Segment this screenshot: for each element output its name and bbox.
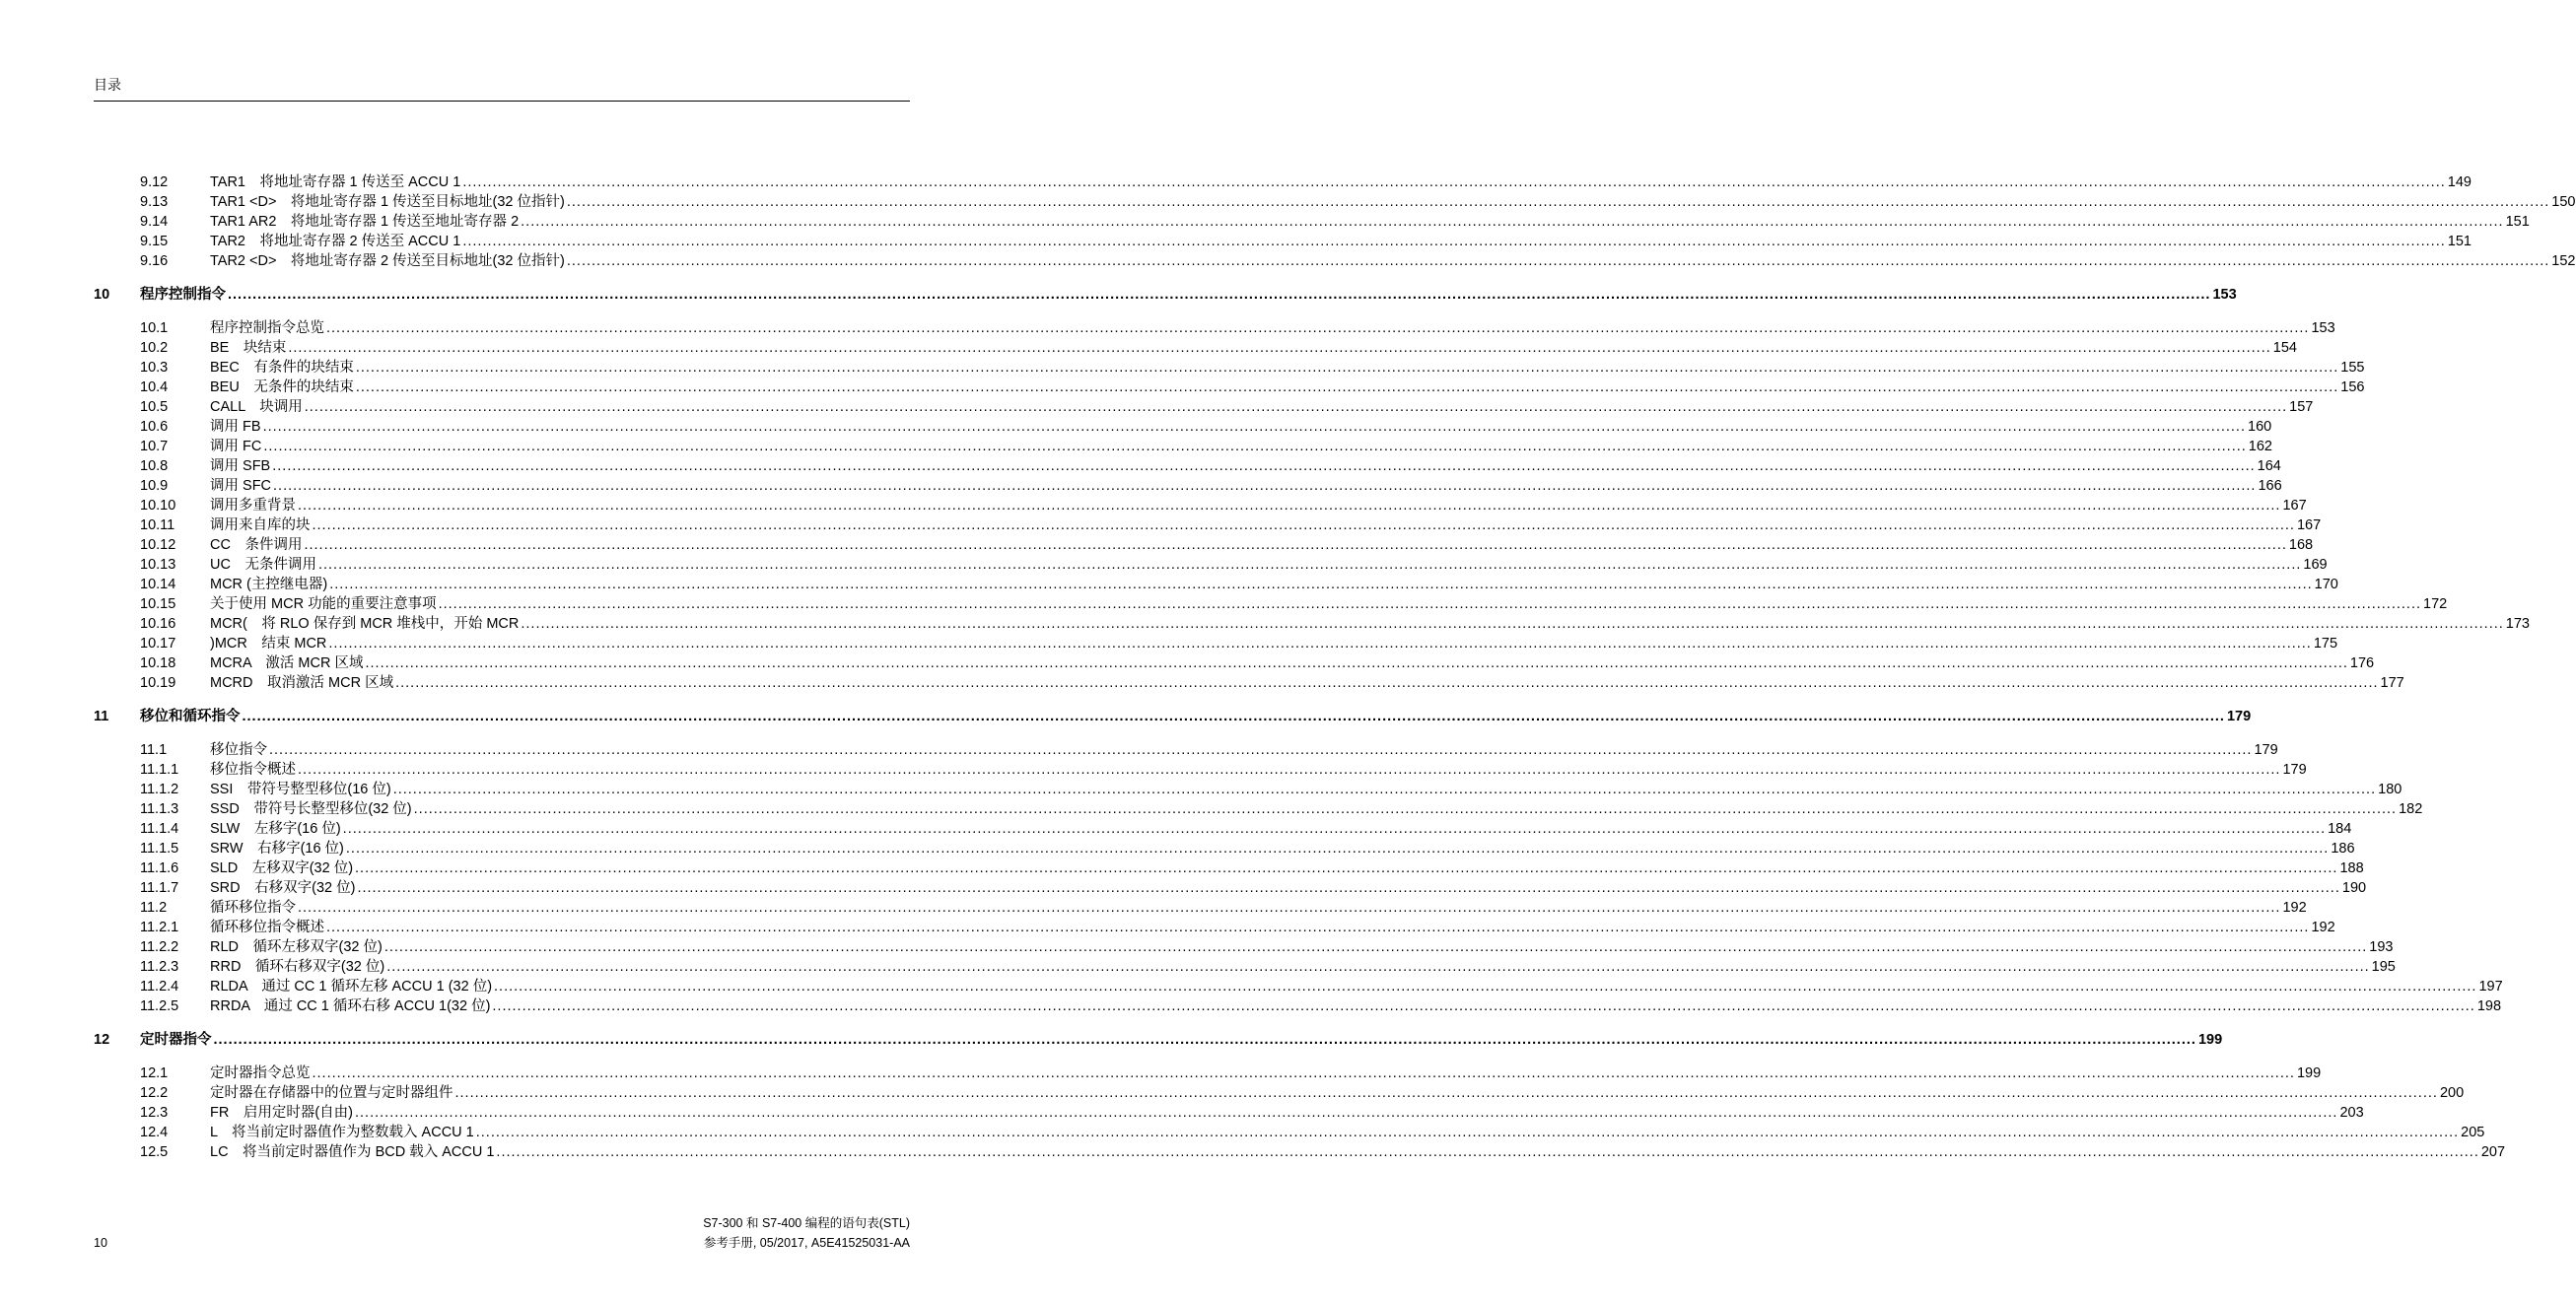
toc-entry-page: 184 <box>2328 821 2352 837</box>
toc-entry-title: TAR1 <D> 将地址寄存器 1 传送至目标地址(32 位指针) <box>210 194 565 210</box>
toc-entry[interactable] <box>94 1123 2485 1142</box>
toc-entry-number: 12.5 <box>140 1144 169 1160</box>
toc-entry-title: CC 条件调用 <box>210 537 303 553</box>
toc-entry-title: 调用 FC <box>210 439 262 454</box>
toc-dot-leader: ................................................................................................................................................................................................................................................................................................................................................................................................................ <box>413 801 2398 817</box>
toc-entry-page: 168 <box>2288 537 2314 553</box>
toc-entry[interactable] <box>94 397 2314 417</box>
toc-dot-leader: ................................................................................................................................................................................................................................................................................................................................................................................................................ <box>262 419 2246 435</box>
toc-entry[interactable] <box>94 377 2365 397</box>
toc-entry-title: 调用来自库的块 <box>210 517 311 533</box>
toc-dot-leader: ................................................................................................................................................................................................................................................................................................................................................................................................................ <box>242 709 2225 724</box>
toc-entry-number: 10.4 <box>140 379 169 395</box>
toc-entry-number: 10.11 <box>140 517 175 533</box>
toc-entry-number: 10 <box>94 287 110 303</box>
toc-entry-title: 移位和循环指令 <box>140 709 241 724</box>
toc-dot-leader: ................................................................................................................................................................................................................................................................................................................................................................................................................ <box>326 320 2310 336</box>
toc-entry[interactable] <box>94 437 2272 456</box>
toc-entry-number: 11.2.1 <box>140 920 179 935</box>
toc-entry[interactable] <box>94 1142 2506 1162</box>
toc-dot-leader: ................................................................................................................................................................................................................................................................................................................................................................................................................ <box>383 939 2368 955</box>
table-of-contents <box>94 172 2576 1162</box>
toc-entry-page: 162 <box>2248 439 2272 454</box>
toc-entry-page: 190 <box>2341 880 2367 896</box>
toc-entry-title: RLDA 通过 CC 1 循环左移 ACCU 1 (32 位) <box>210 979 493 995</box>
toc-entry-number: 11.1.3 <box>140 801 179 817</box>
toc-entry[interactable] <box>94 212 2530 232</box>
toc-dot-leader: ................................................................................................................................................................................................................................................................................................................................................................................................................ <box>273 478 2257 494</box>
toc-entry-page: 199 <box>2296 1065 2322 1081</box>
toc-entry-title: SLW 左移字(16 位) <box>210 821 341 837</box>
toc-entry-page: 166 <box>2258 478 2282 494</box>
toc-entry[interactable] <box>94 172 2472 192</box>
toc-dot-leader: ................................................................................................................................................................................................................................................................................................................................................................................................................ <box>288 340 2271 356</box>
toc-entry-title: 移位指令概述 <box>210 762 296 778</box>
toc-dot-leader: ................................................................................................................................................................................................................................................................................................................................................................................................................ <box>355 379 2339 395</box>
toc-dot-leader: ................................................................................................................................................................................................................................................................................................................................................................................................................ <box>566 253 2550 269</box>
toc-entry-title: TAR1 将地址寄存器 1 传送至 ACCU 1 <box>210 174 461 190</box>
toc-dot-leader: ................................................................................................................................................................................................................................................................................................................................................................................................................ <box>521 616 2504 632</box>
toc-entry-title: UC 无条件调用 <box>210 557 316 573</box>
toc-entry-number: 10.5 <box>140 399 169 415</box>
toc-entry-page: 157 <box>2289 399 2314 415</box>
toc-entry-title: BEU 无条件的块结束 <box>210 379 354 395</box>
toc-entry[interactable] <box>94 673 2404 693</box>
toc-entry-number: 11.2.5 <box>140 998 179 1014</box>
toc-chapter-entry[interactable] <box>94 285 2237 305</box>
toc-entry-page: 192 <box>2311 920 2335 935</box>
toc-entry-number: 10.12 <box>140 537 176 553</box>
toc-entry-page: 188 <box>2339 860 2364 876</box>
toc-entry-number: 10.18 <box>140 655 176 671</box>
toc-dot-leader: ................................................................................................................................................................................................................................................................................................................................................................................................................ <box>326 920 2310 935</box>
toc-entry-page: 172 <box>2423 596 2448 612</box>
toc-entry-number: 12.2 <box>140 1085 169 1101</box>
toc-entry-title: SSD 带符号长整型移位(32 位) <box>210 801 412 817</box>
toc-dot-leader: ................................................................................................................................................................................................................................................................................................................................................................................................................ <box>566 194 2550 210</box>
toc-entry[interactable] <box>94 898 2307 918</box>
toc-dot-leader: ................................................................................................................................................................................................................................................................................................................................................................................................................ <box>454 1085 2438 1101</box>
footer-doc-title: S7-300 和 S7-400 编程的语句表(STL) <box>703 1216 910 1230</box>
toc-entry[interactable] <box>94 417 2272 437</box>
toc-entry-title: 调用 FB <box>210 419 261 435</box>
toc-dot-leader: ................................................................................................................................................................................................................................................................................................................................................................................................................ <box>357 880 2340 896</box>
toc-entry[interactable] <box>94 456 2281 476</box>
toc-dot-leader: ................................................................................................................................................................................................................................................................................................................................................................................................................ <box>355 360 2339 376</box>
toc-entry-number: 12.1 <box>140 1065 169 1081</box>
toc-entry-title: RRD 循环右移双字(32 位) <box>210 959 385 975</box>
toc-entry-page: 152 <box>2551 253 2576 269</box>
toc-entry-page: 160 <box>2248 419 2272 435</box>
toc-entry-page: 192 <box>2282 900 2307 916</box>
toc-entry-title: 定时器指令总览 <box>210 1065 311 1081</box>
toc-entry-title: MCRD 取消激活 MCR 区域 <box>210 675 394 691</box>
toc-entry[interactable] <box>94 535 2314 555</box>
toc-entry-number: 11.1.5 <box>140 841 179 857</box>
toc-entry-title: )MCR 结束 MCR <box>210 636 327 652</box>
toc-entry-title: LC 将当前定时器值作为 BCD 载入 ACCU 1 <box>210 1144 495 1160</box>
toc-chapter-entry[interactable] <box>94 707 2252 726</box>
toc-entry-page: 175 <box>2313 636 2338 652</box>
toc-entry-page: 205 <box>2461 1125 2485 1140</box>
toc-entry-number: 10.8 <box>140 458 169 474</box>
toc-dot-leader: ................................................................................................................................................................................................................................................................................................................................................................................................................ <box>298 900 2281 916</box>
toc-entry[interactable] <box>94 977 2503 996</box>
toc-entry[interactable] <box>94 634 2338 653</box>
toc-entry-number: 10.1 <box>140 320 169 336</box>
toc-entry-title: 定时器在存储器中的位置与定时器组件 <box>210 1085 453 1101</box>
toc-entry[interactable] <box>94 1064 2322 1083</box>
toc-dot-leader: ................................................................................................................................................................................................................................................................................................................................................................................................................ <box>521 214 2504 230</box>
toc-entry-number: 9.12 <box>140 174 169 190</box>
toc-entry[interactable] <box>94 653 2375 673</box>
toc-entry-title: 调用多重背景 <box>210 498 296 514</box>
toc-entry-page: 207 <box>2480 1144 2506 1160</box>
toc-entry-number: 10.6 <box>140 419 169 435</box>
toc-entry-page: 177 <box>2380 675 2404 691</box>
toc-dot-leader: ................................................................................................................................................................................................................................................................................................................................................................................................................ <box>342 821 2327 837</box>
toc-entry-number: 11.2.3 <box>140 959 179 975</box>
toc-entry-number: 10.3 <box>140 360 169 376</box>
toc-entry[interactable] <box>94 338 2297 358</box>
toc-entry-page: 193 <box>2369 939 2394 955</box>
toc-entry[interactable] <box>94 358 2365 377</box>
toc-dot-leader: ................................................................................................................................................................................................................................................................................................................................................................................................................ <box>272 458 2256 474</box>
toc-dot-leader: ................................................................................................................................................................................................................................................................................................................................................................................................................ <box>304 399 2288 415</box>
toc-entry-title: BEC 有条件的块结束 <box>210 360 354 376</box>
toc-dot-leader: ................................................................................................................................................................................................................................................................................................................................................................................................................ <box>298 762 2281 778</box>
toc-entry-number: 9.14 <box>140 214 169 230</box>
footer-doc-info <box>703 1213 910 1253</box>
toc-entry-title: 移位指令 <box>210 742 267 758</box>
toc-entry-title: SSI 带符号整型移位(16 位) <box>210 782 391 797</box>
toc-dot-leader: ................................................................................................................................................................................................................................................................................................................................................................................................................ <box>386 959 2370 975</box>
toc-entry-title: MCR( 将 RLO 保存到 MCR 堆栈中，开始 MCR <box>210 616 520 632</box>
toc-entry-title: L 将当前定时器值作为整数载入 ACCU 1 <box>210 1125 474 1140</box>
toc-entry-page: 197 <box>2478 979 2503 995</box>
toc-entry-title: TAR2 <D> 将地址寄存器 2 传送至目标地址(32 位指针) <box>210 253 565 269</box>
toc-entry[interactable] <box>94 496 2307 515</box>
toc-entry-title: CALL 块调用 <box>210 399 303 415</box>
toc-entry-title: SRW 右移字(16 位) <box>210 841 344 857</box>
toc-entry-page: 200 <box>2439 1085 2465 1101</box>
toc-dot-leader: ................................................................................................................................................................................................................................................................................................................................................................................................................ <box>269 742 2253 758</box>
toc-dot-leader: ................................................................................................................................................................................................................................................................................................................................................................................................................ <box>317 557 2302 573</box>
toc-entry[interactable] <box>94 937 2394 957</box>
toc-entry[interactable] <box>94 575 2338 594</box>
toc-entry-number: 10.17 <box>140 636 176 652</box>
toc-entry-number: 10.16 <box>140 616 176 632</box>
toc-entry-title: 关于使用 MCR 功能的重要注意事项 <box>210 596 437 612</box>
toc-entry[interactable] <box>94 614 2530 634</box>
toc-entry-page: 179 <box>2254 742 2278 758</box>
toc-entry-title: SRD 右移双字(32 位) <box>210 880 356 896</box>
toc-entry[interactable] <box>94 858 2364 878</box>
toc-chapter-entry[interactable] <box>94 1030 2223 1050</box>
toc-entry-title: 循环移位指令 <box>210 900 296 916</box>
toc-entry-title: TAR2 将地址寄存器 2 传送至 ACCU 1 <box>210 234 461 249</box>
toc-dot-leader: ................................................................................................................................................................................................................................................................................................................................................................................................................ <box>329 577 2313 592</box>
footer-doc-ref: 参考手册, 05/2017, A5E41525031-AA <box>703 1236 910 1250</box>
toc-entry[interactable] <box>94 476 2282 496</box>
toc-entry-number: 12.3 <box>140 1105 169 1121</box>
toc-dot-leader: ................................................................................................................................................................................................................................................................................................................................................................................................................ <box>355 1105 2338 1121</box>
toc-entry-number: 10.9 <box>140 478 169 494</box>
toc-entry[interactable] <box>94 780 2402 799</box>
toc-entry-page: 156 <box>2340 379 2365 395</box>
toc-entry-number: 11.1.1 <box>140 762 179 778</box>
toc-entry-page: 198 <box>2476 998 2502 1014</box>
toc-dot-leader: ................................................................................................................................................................................................................................................................................................................................................................................................................ <box>228 287 2211 303</box>
toc-entry-page: 179 <box>2226 709 2252 724</box>
toc-entry-number: 9.13 <box>140 194 169 210</box>
toc-entry-number: 11.2 <box>140 900 168 916</box>
toc-dot-leader: ................................................................................................................................................................................................................................................................................................................................................................................................................ <box>304 537 2287 553</box>
toc-dot-leader: ................................................................................................................................................................................................................................................................................................................................................................................................................ <box>213 1032 2196 1048</box>
toc-entry-page: 149 <box>2447 174 2472 190</box>
toc-entry-title: MCR (主控继电器) <box>210 577 328 592</box>
toc-entry[interactable] <box>94 740 2278 760</box>
toc-entry-number: 11.1.7 <box>140 880 179 896</box>
toc-entry-number: 11.1.4 <box>140 821 179 837</box>
toc-dot-leader: ................................................................................................................................................................................................................................................................................................................................................................................................................ <box>312 517 2295 533</box>
toc-entry[interactable] <box>94 839 2355 858</box>
toc-dot-leader: ................................................................................................................................................................................................................................................................................................................................................................................................................ <box>365 655 2348 671</box>
toc-dot-leader: ................................................................................................................................................................................................................................................................................................................................................................................................................ <box>496 1144 2479 1160</box>
toc-entry-number: 9.15 <box>140 234 169 249</box>
toc-dot-leader: ................................................................................................................................................................................................................................................................................................................................................................................................................ <box>462 234 2446 249</box>
toc-entry-title: 程序控制指令 <box>140 287 226 303</box>
page-header <box>94 75 910 102</box>
toc-entry[interactable] <box>94 799 2423 819</box>
toc-entry-page: 150 <box>2551 194 2576 210</box>
toc-entry-page: 203 <box>2339 1105 2364 1121</box>
toc-dot-leader: ................................................................................................................................................................................................................................................................................................................................................................................................................ <box>494 979 2477 995</box>
toc-entry-title: RRDA 通过 CC 1 循环右移 ACCU 1(32 位) <box>210 998 491 1014</box>
toc-dot-leader: ................................................................................................................................................................................................................................................................................................................................................................................................................ <box>475 1125 2460 1140</box>
toc-dot-leader: ................................................................................................................................................................................................................................................................................................................................................................................................................ <box>312 1065 2295 1081</box>
toc-entry[interactable] <box>94 819 2352 839</box>
toc-entry-page: 180 <box>2378 782 2402 797</box>
toc-entry-page: 173 <box>2505 616 2530 632</box>
toc-entry-title: 调用 SFC <box>210 478 272 494</box>
toc-entry-page: 176 <box>2349 655 2375 671</box>
toc-entry-page: 179 <box>2282 762 2307 778</box>
toc-entry-title: BE 块结束 <box>210 340 287 356</box>
toc-entry[interactable] <box>94 251 2576 271</box>
toc-entry[interactable] <box>94 515 2322 535</box>
toc-entry-number: 10.15 <box>140 596 176 612</box>
toc-entry-page: 186 <box>2331 841 2355 857</box>
toc-entry-number: 10.7 <box>140 439 169 454</box>
toc-entry-page: 164 <box>2257 458 2281 474</box>
toc-entry-title: FR 启用定时器(自由) <box>210 1105 353 1121</box>
toc-entry-page: 195 <box>2371 959 2396 975</box>
toc-entry-number: 9.16 <box>140 253 169 269</box>
toc-entry-page: 151 <box>2447 234 2472 249</box>
toc-entry[interactable] <box>94 878 2367 898</box>
toc-entry-number: 10.13 <box>140 557 176 573</box>
toc-dot-leader: ................................................................................................................................................................................................................................................................................................................................................................................................................ <box>462 174 2446 190</box>
toc-dot-leader: ................................................................................................................................................................................................................................................................................................................................................................................................................ <box>438 596 2422 612</box>
toc-entry-page: 167 <box>2296 517 2322 533</box>
toc-entry[interactable] <box>94 918 2335 937</box>
toc-entry-number: 11.2.4 <box>140 979 179 995</box>
toc-entry-title: 循环移位指令概述 <box>210 920 324 935</box>
toc-entry-title: TAR1 AR2 将地址寄存器 1 传送至地址寄存器 2 <box>210 214 520 230</box>
page-header-title: 目录 <box>94 77 121 93</box>
toc-entry-page: 153 <box>2311 320 2335 336</box>
toc-entry-number: 10.14 <box>140 577 176 592</box>
toc-entry[interactable] <box>94 192 2576 212</box>
toc-entry-title: SLD 左移双字(32 位) <box>210 860 354 876</box>
toc-entry-title: RLD 循环左移双字(32 位) <box>210 939 383 955</box>
toc-entry-number: 11.1 <box>140 742 168 758</box>
toc-dot-leader: ................................................................................................................................................................................................................................................................................................................................................................................................................ <box>328 636 2312 652</box>
toc-entry-number: 12 <box>94 1032 110 1048</box>
toc-entry-number: 10.10 <box>140 498 176 514</box>
toc-entry-title: 调用 SFB <box>210 458 271 474</box>
toc-entry-number: 11 <box>94 709 109 724</box>
toc-dot-leader: ................................................................................................................................................................................................................................................................................................................................................................................................................ <box>492 998 2475 1014</box>
toc-entry-number: 11.1.6 <box>140 860 179 876</box>
toc-entry[interactable] <box>94 957 2396 977</box>
toc-entry-page: 154 <box>2272 340 2297 356</box>
toc-entry-title: 定时器指令 <box>140 1032 212 1048</box>
toc-dot-leader: ................................................................................................................................................................................................................................................................................................................................................................................................................ <box>263 439 2247 454</box>
toc-entry[interactable] <box>94 760 2307 780</box>
toc-entry-page: 151 <box>2505 214 2530 230</box>
toc-entry-number: 10.2 <box>140 340 169 356</box>
toc-entry-page: 169 <box>2303 557 2328 573</box>
toc-entry-number: 10.19 <box>140 675 176 691</box>
toc-entry-number: 11.1.2 <box>140 782 179 797</box>
toc-dot-leader: ................................................................................................................................................................................................................................................................................................................................................................................................................ <box>355 860 2338 876</box>
toc-entry[interactable] <box>94 996 2502 1016</box>
toc-entry-title: 程序控制指令总览 <box>210 320 324 336</box>
toc-dot-leader: ................................................................................................................................................................................................................................................................................................................................................................................................................ <box>392 782 2377 797</box>
toc-entry-page: 155 <box>2340 360 2365 376</box>
toc-entry-page: 199 <box>2197 1032 2223 1048</box>
toc-entry-page: 153 <box>2212 287 2237 303</box>
toc-dot-leader: ................................................................................................................................................................................................................................................................................................................................................................................................................ <box>395 675 2379 691</box>
toc-entry-page: 170 <box>2314 577 2338 592</box>
toc-entry[interactable] <box>94 232 2472 251</box>
toc-entry-number: 12.4 <box>140 1125 169 1140</box>
toc-dot-leader: ................................................................................................................................................................................................................................................................................................................................................................................................................ <box>345 841 2330 857</box>
toc-entry-page: 167 <box>2282 498 2307 514</box>
toc-entry-number: 11.2.2 <box>140 939 179 955</box>
toc-entry[interactable] <box>94 1083 2465 1103</box>
footer-page-number: 10 <box>94 1236 107 1250</box>
toc-entry[interactable] <box>94 594 2448 614</box>
toc-entry-page: 182 <box>2399 801 2423 817</box>
toc-dot-leader: ................................................................................................................................................................................................................................................................................................................................................................................................................ <box>298 498 2281 514</box>
toc-entry-title: MCRA 激活 MCR 区域 <box>210 655 364 671</box>
toc-entry[interactable] <box>94 318 2335 338</box>
toc-entry[interactable] <box>94 555 2328 575</box>
toc-entry[interactable] <box>94 1103 2364 1123</box>
